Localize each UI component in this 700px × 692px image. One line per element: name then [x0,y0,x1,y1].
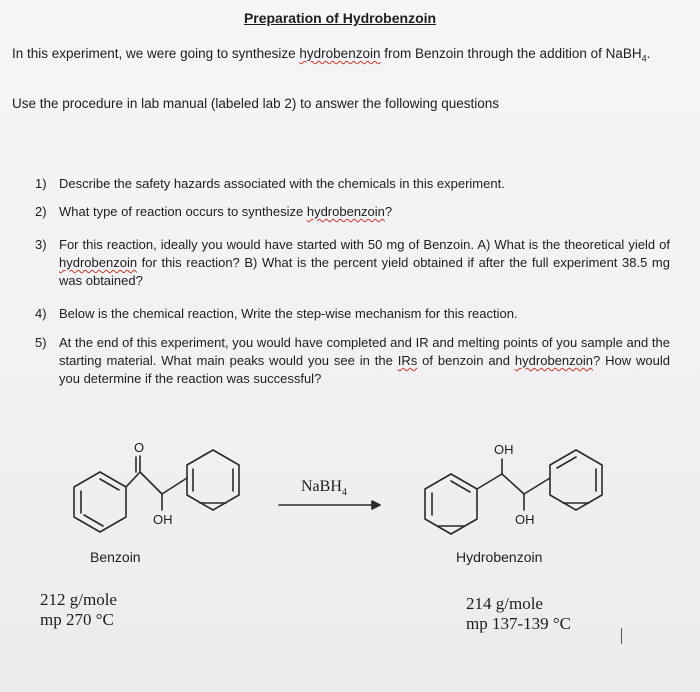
intro-text-2: from Benzoin through the addition of NaBH [380,46,642,61]
question-text: Below is the chemical reaction, Write the step-wise mechanism for this reaction. [59,306,518,321]
question-text: At the end of this experiment, you would have completed and IR and melting points of you sample and the starting material. What main peaks would you see in the IRs of benzoin and hydrobenzoin? How would you determine if the reaction was successful? [59,335,670,386]
bond [502,474,524,494]
benzene-ring [550,450,602,510]
spellcheck-word: hydrobenzoin [59,255,138,270]
benzene-ring [187,450,239,510]
spellcheck-word: hydrobenzoin [299,46,381,61]
benzene-ring [425,474,477,534]
oxygen-label: O [134,440,145,455]
instruction-text: Use the procedure in lab manual (labeled lab 2) to answer the following questions [12,96,500,111]
bond [126,472,140,487]
question-text: Describe the safety hazards associated with the chemicals in this experiment. [59,176,505,191]
reagent-label: NaBH$_4$ [301,478,347,499]
reactant-name: Benzoin [90,549,141,565]
question-number: 5) [35,335,47,350]
subscript: 4 [641,53,647,64]
reactant-molar-mass: 212 g/mole [40,590,117,609]
page-title: Preparation of Hydrobenzoin [243,10,437,26]
benzene-ring [74,472,126,532]
bond [162,478,187,494]
spellcheck-word: IRs [397,353,418,368]
question-number: 1) [35,176,47,191]
product-molar-mass: 214 g/mole [466,594,543,613]
spellcheck-word: hydrobenzoin [306,204,385,219]
question-number: 2) [35,204,47,219]
bond [477,474,502,489]
spellcheck-word: hydrobenzoin [514,353,593,368]
reactant-melting-point: mp 270 °C [40,610,114,629]
intro-text: In this experiment, we were going to synthesize [12,46,300,61]
arrow-head [372,501,380,509]
hydroxyl-label-top: OH [494,442,514,457]
intro-end: . [646,46,651,61]
product-name: Hydrobenzoin [456,549,543,565]
question-number: 4) [35,306,47,321]
question-text: What type of reaction occurs to synthesize hydrobenzoin? [59,204,393,219]
question-text: For this reaction, ideally you would have started with 50 mg of Benzoin. A) What is the theoretical yield of hydrobenzoin for this reaction? B) What is the percent yield obtained if after the full experiment 38.5 mg was obtained? [59,237,670,288]
hydroxyl-label-bottom: OH [515,512,535,527]
text-cursor [621,628,622,644]
question-number: 3) [35,237,47,252]
hydroxyl-label: OH [153,512,173,527]
product-melting-point: mp 137-139 °C [466,614,572,633]
bond [524,478,550,494]
bond [140,472,162,494]
